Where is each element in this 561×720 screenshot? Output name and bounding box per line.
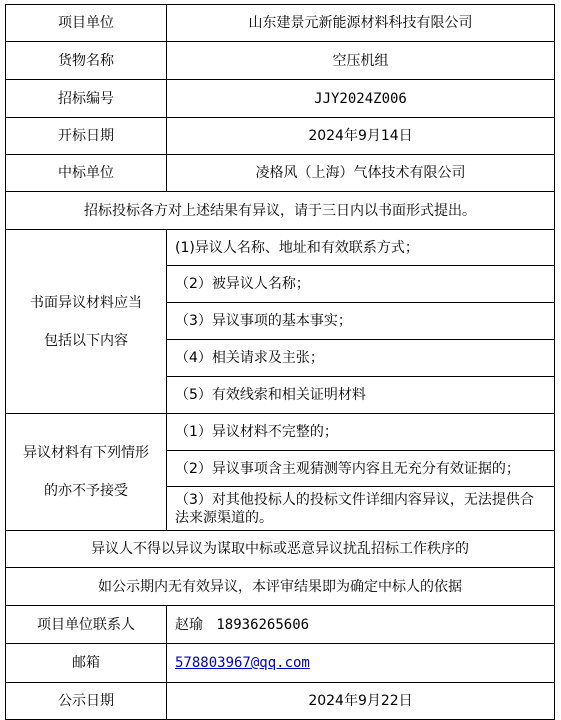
announcement-table — [5, 4, 555, 720]
publish-date-label: 公示日期 — [6, 683, 167, 720]
materials-item: (1)异议人名称、地址和有效联系方式； — [167, 230, 555, 266]
rejection-label-line1: 异议材料有下列情形 — [23, 445, 149, 461]
project-unit-value: 山东建景元新能源材料科技有限公司 — [167, 5, 555, 42]
contact-name: 赵瑜 — [175, 616, 203, 633]
row-contact — [6, 606, 555, 644]
row-goods-name — [6, 42, 555, 80]
materials-label-line1: 书面异议材料应当 — [30, 294, 142, 311]
email-value-cell — [167, 644, 555, 683]
row-project-unit — [6, 5, 555, 42]
tender-no-value: JJY2024Z006 — [167, 80, 555, 118]
winner-label: 中标单位 — [6, 155, 167, 192]
warning-text: 异议人不得以异议为谋取中标或恶意异议扰乱招标工作秩序的 — [6, 531, 555, 568]
row-public-notice — [6, 568, 555, 606]
rejection-item: （3）对其他投标人的投标文件详细内容异议，无法提供合法来源渠道的。 — [167, 487, 555, 531]
contact-label: 项目单位联系人 — [6, 606, 167, 644]
rejection-item: （2）异议事项含主观猜测等内容且无充分有效证据的； — [167, 451, 555, 487]
materials-label-line2: 包括以下内容 — [44, 332, 128, 349]
contact-value — [167, 606, 555, 644]
row-materials-1 — [6, 230, 555, 266]
row-rejection-1 — [6, 414, 555, 451]
materials-item: （3）异议事项的基本事实； — [167, 303, 555, 340]
row-tender-no — [6, 80, 555, 118]
materials-item: （2）被异议人名称； — [167, 266, 555, 303]
objection-notice: 招标投标各方对上述结果有异议，请于三日内以书面形式提出。 — [6, 192, 555, 230]
publish-date-value: 2024年9月22日 — [167, 683, 555, 720]
contact-phone: 18936265606 — [216, 616, 310, 633]
email-link[interactable]: 578803967@qq.com — [175, 655, 310, 671]
rejection-label-line2: 的亦不予接受 — [44, 483, 128, 499]
public-notice-text: 如公示期内无有效异议，本评审结果即为确定中标人的依据 — [6, 568, 555, 606]
rejection-item: （1）异议材料不完整的； — [167, 414, 555, 451]
materials-item: （5）有效线索和相关证明材料 — [167, 377, 555, 414]
goods-name-label: 货物名称 — [6, 42, 167, 80]
row-objection-notice — [6, 192, 555, 230]
tender-no-label: 招标编号 — [6, 80, 167, 118]
row-email — [6, 644, 555, 683]
bid-open-date-label: 开标日期 — [6, 118, 167, 155]
email-label: 邮箱 — [6, 644, 167, 683]
row-winner — [6, 155, 555, 192]
winner-value: 凌格风（上海）气体技术有限公司 — [167, 155, 555, 192]
rejection-label — [6, 414, 167, 531]
row-publish-date — [6, 683, 555, 720]
row-warning — [6, 531, 555, 568]
goods-name-value: 空压机组 — [167, 42, 555, 80]
bid-open-date-value: 2024年9月14日 — [167, 118, 555, 155]
project-unit-label: 项目单位 — [6, 5, 167, 42]
materials-item: （4）相关请求及主张； — [167, 340, 555, 377]
row-bid-open-date — [6, 118, 555, 155]
materials-label — [6, 230, 167, 414]
